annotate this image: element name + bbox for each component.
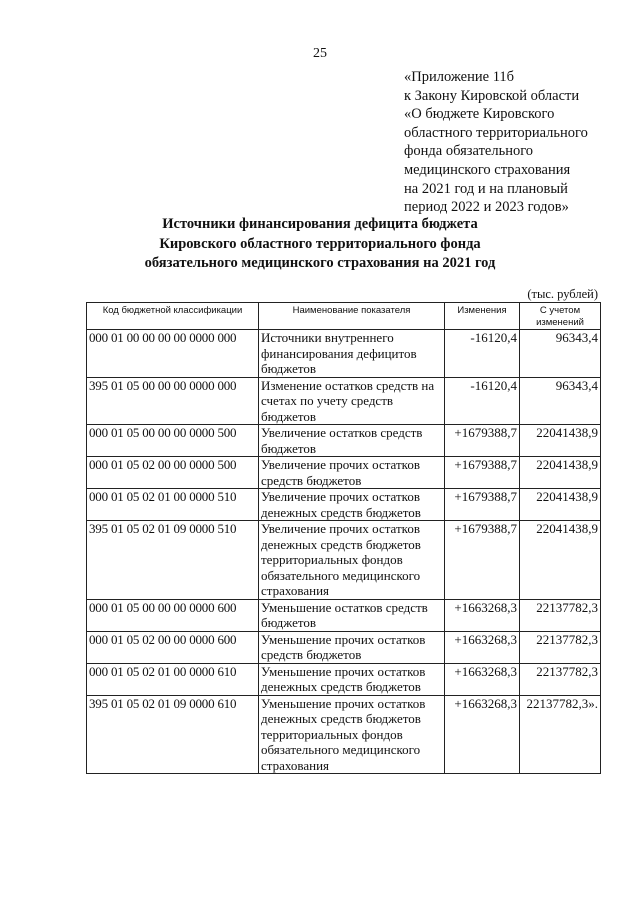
cell-change: +1663268,3 bbox=[445, 599, 520, 631]
cell-name: Уменьшение остатков средств бюджетов bbox=[259, 599, 445, 631]
cell-name: Уменьшение прочих остатков денежных средств бюджетов территориальных фондов обязательного медицинского страхования bbox=[259, 695, 445, 774]
cell-code: 000 01 05 00 00 00 0000 500 bbox=[87, 425, 259, 457]
cell-change: +1679388,7 bbox=[445, 457, 520, 489]
cell-change: -16120,4 bbox=[445, 377, 520, 425]
cell-name: Увеличение остатков средств бюджетов bbox=[259, 425, 445, 457]
cell-total: 96343,4 bbox=[520, 330, 601, 378]
appendix-line: фонда обязательного bbox=[404, 143, 534, 160]
appendix-line: «О бюджете Кировского bbox=[404, 106, 555, 123]
table-row bbox=[87, 521, 601, 600]
cell-change: +1663268,3 bbox=[445, 631, 520, 663]
cell-name: Уменьшение прочих остатков денежных средств бюджетов bbox=[259, 663, 445, 695]
table-row bbox=[87, 425, 601, 457]
cell-code: 000 01 05 02 00 00 0000 600 bbox=[87, 631, 259, 663]
table-header-row bbox=[87, 303, 601, 330]
header-change: Изменения bbox=[445, 303, 520, 330]
cell-name: Изменение остатков средств на счетах по учету средств бюджетов bbox=[259, 377, 445, 425]
appendix-line: областного территориального bbox=[404, 124, 588, 141]
table-row bbox=[87, 695, 601, 774]
cell-code: 000 01 05 00 00 00 0000 600 bbox=[87, 599, 259, 631]
cell-code: 000 01 05 02 01 00 0000 510 bbox=[87, 489, 259, 521]
table-row bbox=[87, 663, 601, 695]
cell-total: 22041438,9 bbox=[520, 521, 601, 600]
cell-total: 22137782,3 bbox=[520, 663, 601, 695]
title-line: Кировского областного территориального фонда bbox=[159, 235, 481, 252]
cell-change: +1679388,7 bbox=[445, 425, 520, 457]
appendix-line: на 2021 год и на плановый bbox=[404, 180, 568, 197]
cell-name: Увеличение прочих остатков денежных средств бюджетов территориальных фондов обязательного медицинского страхования bbox=[259, 521, 445, 600]
cell-change: +1679388,7 bbox=[445, 521, 520, 600]
cell-total: 22137782,3 bbox=[520, 599, 601, 631]
page-number: 25 bbox=[313, 46, 327, 61]
table-row bbox=[87, 457, 601, 489]
units-label: (тыс. рублей) bbox=[527, 287, 598, 301]
cell-change: +1663268,3 bbox=[445, 663, 520, 695]
cell-change: -16120,4 bbox=[445, 330, 520, 378]
table-row bbox=[87, 330, 601, 378]
appendix-line: «Приложение 11б bbox=[404, 69, 515, 85]
cell-total: 22137782,3». bbox=[520, 695, 601, 774]
cell-name: Источники внутреннего финансирования дефицитов бюджетов bbox=[259, 330, 445, 378]
table-row bbox=[87, 377, 601, 425]
cell-code: 395 01 05 02 01 09 0000 610 bbox=[87, 695, 259, 774]
table-row bbox=[87, 489, 601, 521]
cell-total: 22041438,9 bbox=[520, 425, 601, 457]
cell-code: 395 01 05 00 00 00 0000 000 bbox=[87, 377, 259, 425]
appendix-line: период 2022 и 2023 годов» bbox=[404, 199, 569, 216]
table-row bbox=[87, 599, 601, 631]
cell-code: 000 01 05 02 01 00 0000 610 bbox=[87, 663, 259, 695]
cell-total: 22137782,3 bbox=[520, 631, 601, 663]
header-name: Наименование показателя bbox=[259, 303, 445, 330]
header-total: С учетом изменений bbox=[520, 303, 601, 330]
cell-code: 000 01 00 00 00 00 0000 000 bbox=[87, 330, 259, 378]
title-line: обязательного медицинского страхования на 2021 год bbox=[144, 255, 496, 271]
appendix-line: медицинского страхования bbox=[404, 161, 571, 178]
cell-name: Увеличение прочих остатков денежных средств бюджетов bbox=[259, 489, 445, 521]
document-title bbox=[0, 215, 640, 274]
cell-change: +1663268,3 bbox=[445, 695, 520, 774]
cell-code: 395 01 05 02 01 09 0000 510 bbox=[87, 521, 259, 600]
header-code: Код бюджетной классификации bbox=[87, 303, 259, 330]
cell-name: Увеличение прочих остатков средств бюджетов bbox=[259, 457, 445, 489]
cell-total: 22041438,9 bbox=[520, 457, 601, 489]
table-row bbox=[87, 631, 601, 663]
financing-table bbox=[86, 302, 601, 774]
title-line: Источники финансирования дефицита бюджета bbox=[162, 216, 478, 232]
cell-total: 96343,4 bbox=[520, 377, 601, 425]
cell-change: +1679388,7 bbox=[445, 489, 520, 521]
cell-name: Уменьшение прочих остатков средств бюджетов bbox=[259, 631, 445, 663]
appendix-reference bbox=[404, 68, 588, 217]
appendix-line: к Закону Кировской области bbox=[404, 87, 580, 104]
cell-total: 22041438,9 bbox=[520, 489, 601, 521]
cell-code: 000 01 05 02 00 00 0000 500 bbox=[87, 457, 259, 489]
